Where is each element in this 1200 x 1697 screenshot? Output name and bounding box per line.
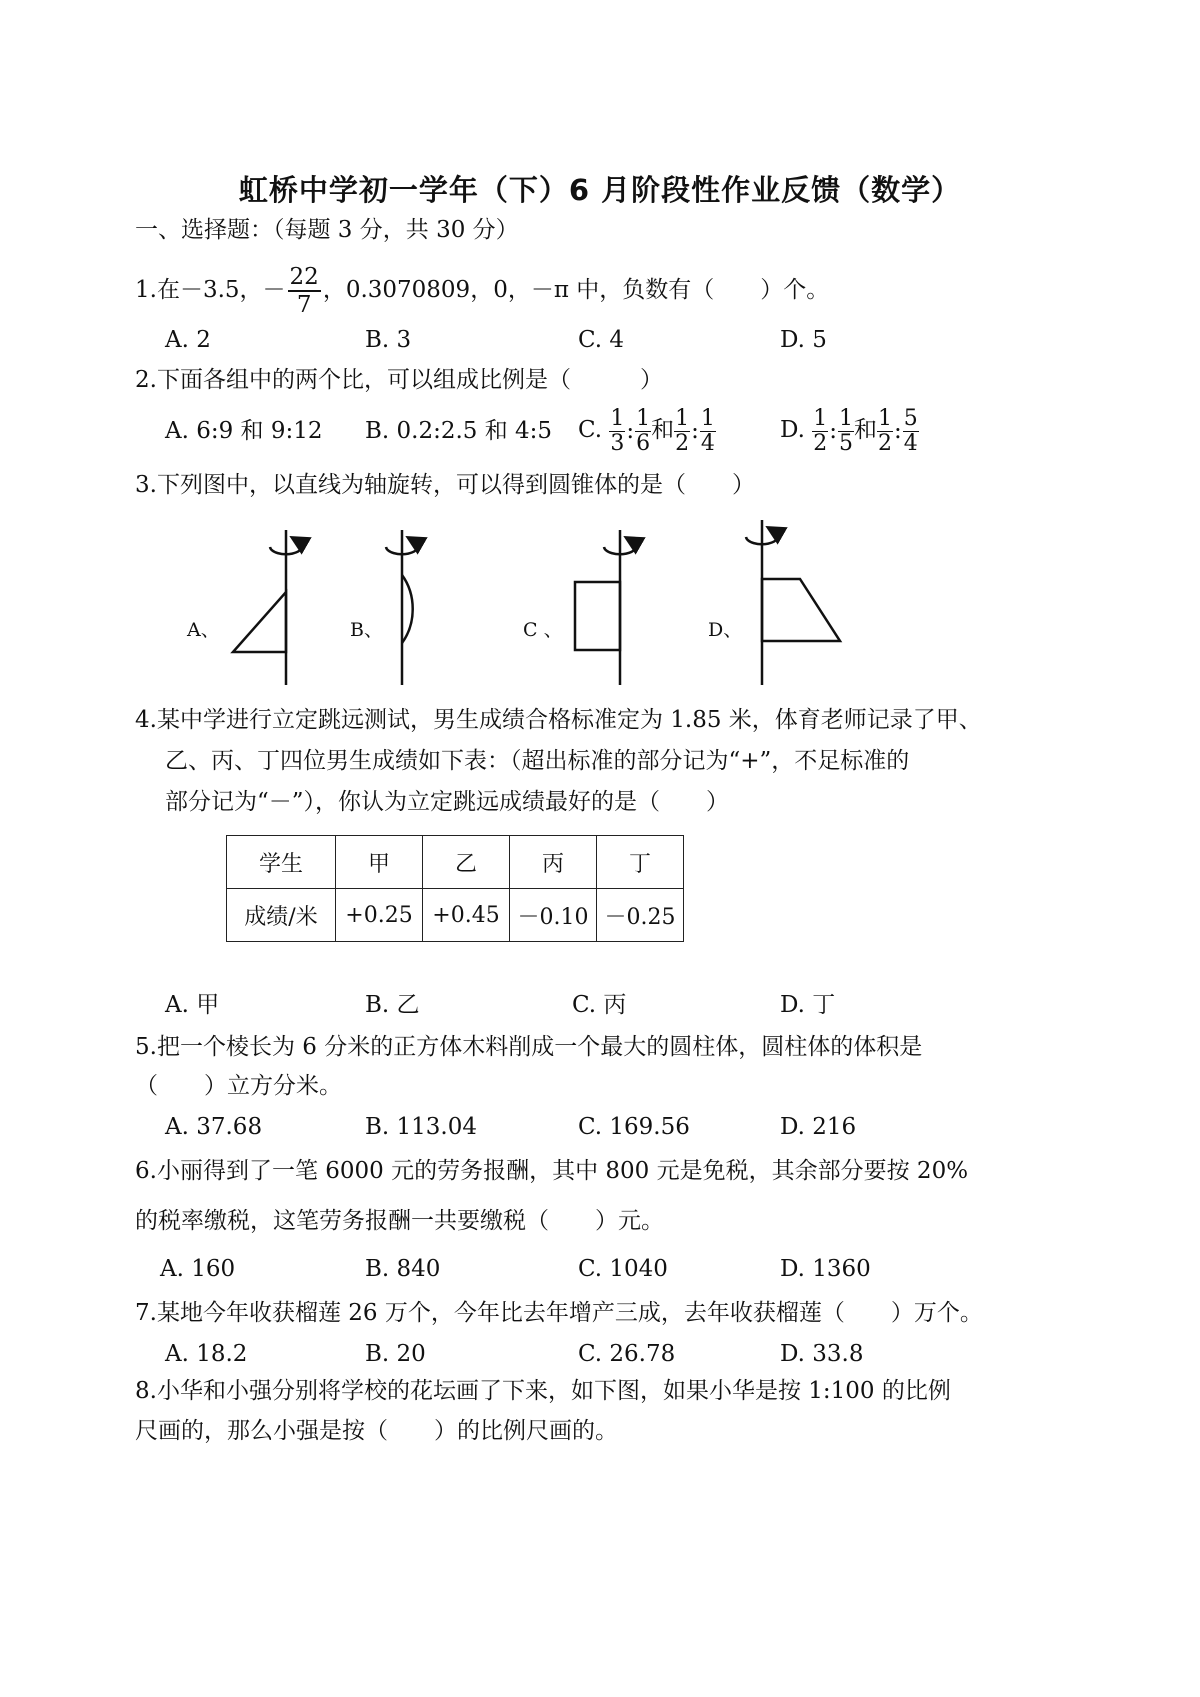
numerator: 1: [636, 405, 651, 431]
q2-d-join: 和: [854, 417, 877, 443]
q5-option-b: B. 113.04: [365, 1114, 478, 1140]
q2-c-frac-4: [700, 407, 716, 456]
q2-option-d: [780, 404, 919, 456]
denominator: 2: [878, 430, 892, 456]
numerator: 1: [813, 405, 828, 431]
q2-d-frac-1: [812, 407, 828, 456]
q2-d-label: D.: [780, 417, 805, 443]
table-cell: 乙: [423, 836, 510, 889]
denominator: 3: [610, 430, 625, 456]
q2-c-frac-3: [674, 407, 690, 456]
q1-fraction: [288, 264, 321, 318]
question-6-line-2: 的税率缴税，这笔劳务报酬一共要缴税（ ）元。: [135, 1208, 664, 1234]
figure-c-label: C 、: [523, 619, 563, 641]
question-4-line-1: 4.某中学进行立定跳远测试，男生成绩合格标准定为 1.85 米，体育老师记录了甲、: [135, 707, 982, 733]
figure-b-label: B、: [350, 619, 383, 641]
table-cell: +0.25: [336, 889, 423, 942]
q6-option-c: C. 1040: [578, 1256, 668, 1282]
ratio-colon: :: [894, 418, 902, 444]
ratio-colon: :: [691, 418, 699, 444]
q7-option-b: B. 20: [365, 1341, 426, 1367]
rotation-figures-svg: [170, 515, 890, 695]
table-cell: －0.10: [510, 889, 597, 942]
denominator: 2: [813, 430, 828, 456]
q7-option-d: D. 33.8: [780, 1341, 864, 1367]
q1-option-b: B. 3: [365, 327, 412, 353]
q2-d-frac-3: [877, 407, 893, 456]
table-row: [227, 889, 684, 942]
question-4-line-3: 部分记为“－”），你认为立定跳远成绩最好的是（ ）: [165, 789, 730, 815]
q6-option-d: D. 1360: [780, 1256, 871, 1282]
figure-a-triangle: [233, 530, 302, 685]
scores-table: [226, 835, 684, 942]
numerator: 1: [839, 405, 853, 431]
ratio-colon: :: [829, 418, 837, 444]
denominator: 4: [903, 430, 918, 456]
q4-option-c: C. 丙: [572, 992, 627, 1018]
q3-figures: [170, 515, 890, 695]
question-1: [135, 262, 829, 318]
q2-option-c: [578, 404, 716, 456]
question-8-line-2: 尺画的，那么小强是按（ ）的比例尺画的。: [135, 1418, 618, 1444]
q1-frac-den: 7: [296, 292, 312, 318]
table-cell: 甲: [336, 836, 423, 889]
q2-c-frac-1: [609, 407, 625, 456]
section-heading: 一、选择题：（每题 3 分，共 30 分）: [135, 217, 519, 243]
numerator: 1: [610, 405, 625, 431]
figure-a-label: A、: [187, 619, 220, 641]
q2-d-frac-2: [838, 407, 854, 456]
question-3: 3.下列图中，以直线为轴旋转，可以得到圆锥体的是（ ）: [135, 472, 755, 498]
ratio-colon: :: [626, 418, 635, 444]
q1-suffix: ，0.3070809，0，－π 中，负数有（ ）个。: [322, 277, 830, 303]
question-4-line-2: 乙、丙、丁四位男生成绩如下表：（超出标准的部分记为“+”，不足标准的: [165, 748, 910, 774]
page-title: 虹桥中学初一学年（下）6 月阶段性作业反馈（数学）: [238, 173, 962, 207]
q1-option-c: C. 4: [578, 327, 625, 353]
q2-c-join: 和: [651, 417, 675, 443]
figure-d-trapezoid: [746, 520, 840, 685]
numerator: 5: [903, 405, 918, 431]
figure-c-rectangle: [575, 530, 636, 685]
q1-option-a: A. 2: [165, 327, 211, 353]
q2-option-b: B. 0.2:2.5 和 4:5: [365, 418, 553, 444]
q4-option-d: D. 丁: [780, 992, 836, 1018]
numerator: 1: [700, 405, 715, 431]
numerator: 1: [675, 405, 690, 431]
denominator: 6: [636, 430, 651, 456]
question-6-line-1: 6.小丽得到了一笔 6000 元的劳务报酬，其中 800 元是免税，其余部分要按 20%: [135, 1158, 969, 1184]
q6-option-a: A. 160: [160, 1256, 236, 1282]
figure-b-semicircle: [386, 530, 418, 685]
q5-option-c: C. 169.56: [578, 1114, 690, 1140]
q5-option-a: A. 37.68: [165, 1114, 263, 1140]
q2-c-label: C.: [578, 417, 603, 443]
q1-option-d: D. 5: [780, 327, 827, 353]
table-cell: －0.25: [597, 889, 684, 942]
table-cell: +0.45: [423, 889, 510, 942]
q2-d-frac-4: [903, 407, 919, 456]
question-7: 7.某地今年收获榴莲 26 万个，今年比去年增产三成，去年收获榴莲（ ）万个。: [135, 1300, 983, 1326]
figure-d-label: D、: [708, 619, 743, 641]
q7-option-a: A. 18.2: [165, 1341, 248, 1367]
question-8-line-1: 8.小华和小强分别将学校的花坛画了下来，如下图，如果小华是按 1:100 的比例: [135, 1378, 951, 1404]
numerator: 1: [878, 405, 892, 431]
denominator: 5: [839, 430, 853, 456]
q7-option-c: C. 26.78: [578, 1341, 676, 1367]
q1-prefix: 1.在－3.5，－: [135, 277, 286, 303]
question-5-line-2: （ ）立方分米。: [135, 1073, 342, 1099]
table-cell: 丙: [510, 836, 597, 889]
q2-c-frac-2: [635, 407, 651, 456]
question-2: 2.下面各组中的两个比，可以组成比例是（ ）: [135, 367, 663, 393]
table-header-row: [227, 836, 684, 889]
q4-option-a: A. 甲: [165, 992, 220, 1018]
q6-option-b: B. 840: [365, 1256, 441, 1282]
table-cell: 学生: [227, 836, 336, 889]
question-5-line-1: 5.把一个棱长为 6 分米的正方体木料削成一个最大的圆柱体，圆柱体的体积是: [135, 1034, 923, 1060]
q2-option-a: A. 6:9 和 9:12: [165, 418, 323, 444]
q4-option-b: B. 乙: [365, 992, 420, 1018]
q1-frac-num: 22: [289, 264, 319, 290]
q5-option-d: D. 216: [780, 1114, 857, 1140]
denominator: 2: [675, 430, 690, 456]
denominator: 4: [700, 430, 715, 456]
table-cell: 丁: [597, 836, 684, 889]
table-cell: 成绩/米: [227, 889, 336, 942]
